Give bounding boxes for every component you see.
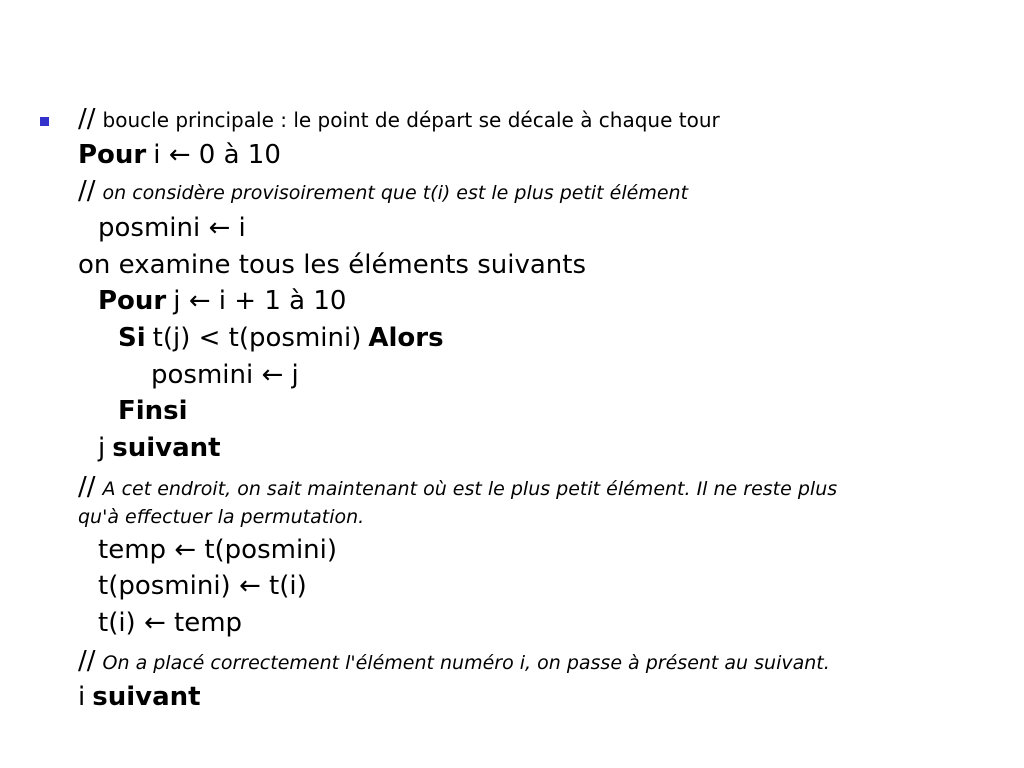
code-line-6 — [98, 288, 346, 314]
code-line-3 — [78, 178, 688, 204]
keyword: suivant — [112, 433, 221, 463]
code-text: i ← 0 à 10 — [153, 140, 281, 170]
keyword: suivant — [92, 682, 201, 712]
code-line-7 — [118, 325, 444, 351]
code-line-15 — [98, 610, 242, 636]
code-text: t(posmini) ← t(i) — [98, 571, 307, 601]
code-text: t(j) < t(posmini) — [152, 323, 362, 353]
comment-marker: // — [78, 472, 96, 502]
code-line-1 — [78, 106, 720, 132]
keyword: Si — [118, 323, 146, 353]
code-text: temp ← t(posmini) — [98, 535, 338, 565]
comment-text: A cet endroit, on sait maintenant où est le plus petit élément. Il ne reste plus — [102, 478, 838, 500]
code-text: j — [98, 433, 106, 463]
code-line-13 — [98, 537, 337, 563]
keyword: Finsi — [118, 396, 188, 426]
code-line-4 — [98, 215, 246, 241]
comment-text: On a placé correctement l'élément numéro i, on passe à présent au suivant. — [102, 652, 830, 674]
comment-text: boucle principale : le point de départ se décale à chaque tour — [102, 108, 720, 132]
code-line-17 — [78, 684, 201, 710]
square-bullet-icon — [40, 117, 49, 126]
code-text: posmini ← j — [151, 360, 299, 390]
code-text: i — [78, 682, 86, 712]
keyword: Pour — [78, 140, 147, 170]
comment-text: on considère provisoirement que t(i) est le plus petit élément — [102, 182, 689, 204]
code-line-9 — [118, 398, 188, 424]
code-line-8 — [151, 362, 299, 388]
code-line-11 — [78, 474, 837, 500]
code-line-10 — [98, 435, 221, 461]
comment-marker: // — [78, 176, 96, 206]
code-line-14 — [98, 573, 307, 599]
code-line-2 — [78, 142, 281, 168]
code-line-16 — [78, 648, 830, 674]
comment-text: qu'à effectuer la permutation. — [78, 506, 365, 528]
keyword: Pour — [98, 286, 167, 316]
code-text: j ← i + 1 à 10 — [173, 286, 347, 316]
code-text: posmini ← i — [98, 213, 246, 243]
comment-marker: // — [78, 646, 96, 676]
comment-marker: // — [78, 104, 96, 134]
code-line-12 — [78, 508, 364, 527]
keyword: Alors — [368, 323, 444, 353]
code-line-5 — [78, 252, 586, 278]
code-text: on examine tous les éléments suivants — [78, 250, 587, 280]
code-text: t(i) ← temp — [98, 608, 243, 638]
